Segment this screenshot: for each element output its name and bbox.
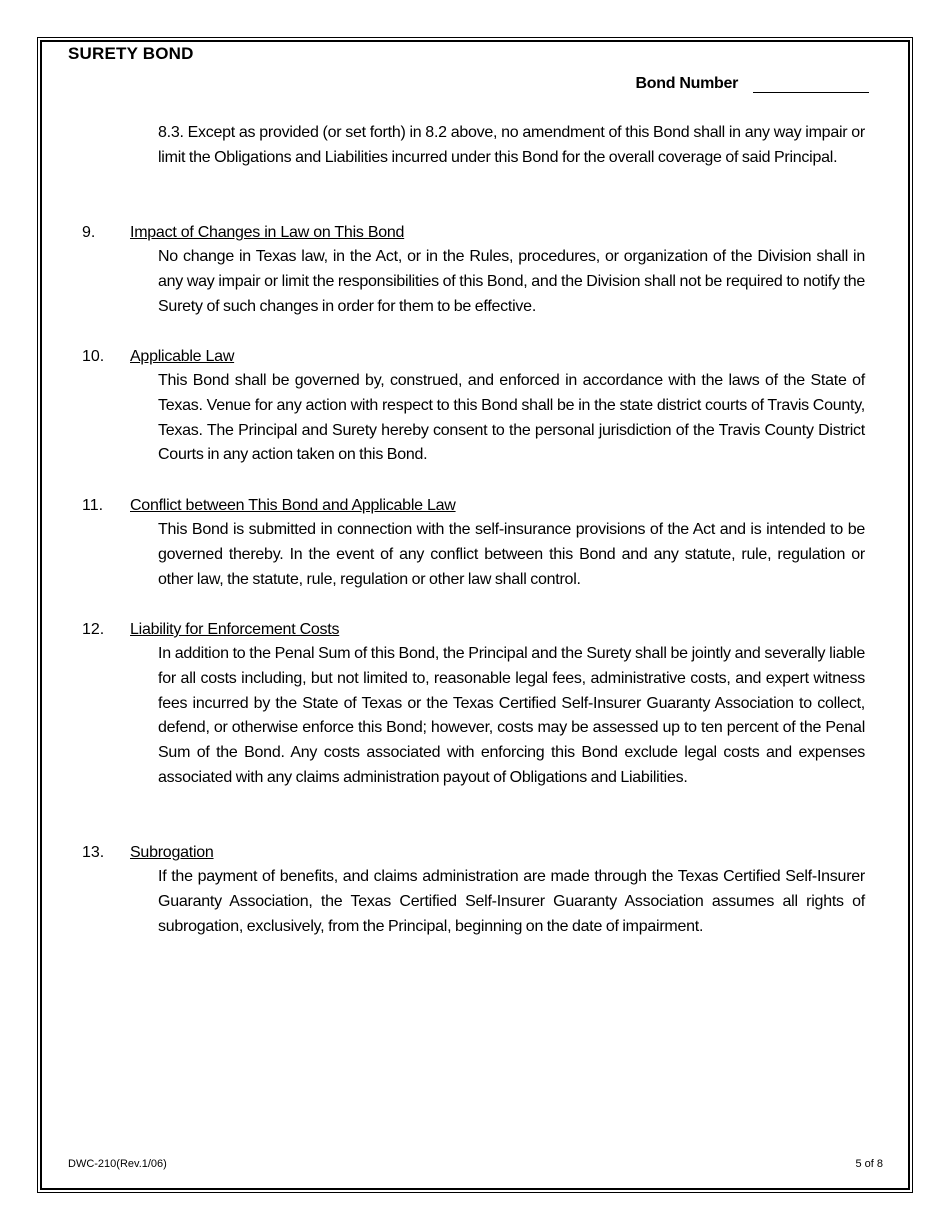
section-11-heading: Conflict between This Bond and Applicable Law xyxy=(130,497,456,514)
section-11-body: This Bond is submitted in connection with the self-insurance provisions of the Act and is intended to be governed thereby. In the event of any conflict between this Bond and any statute, rule, regulation or other law, the statute, rule, regulation or other law shall control. xyxy=(158,521,865,588)
page-border-inner xyxy=(40,40,910,1190)
section-12-body: In addition to the Penal Sum of this Bond, the Principal and the Surety shall be jointly and severally liable for all costs including, but not limited to, reasonable legal fees, administrative costs, and expert witness fees incurred by the State of Texas or the Texas Certified Self-Insurer Guaranty Association to collect, defend, or otherwise enforce this Bond; however, costs may be assessed up to ten percent of the Penal Sum of the Bond. Any costs associated with enforcing this Bond exclude legal costs and expenses associated with any claims administration payout of Obligations and Liabilities. xyxy=(158,645,865,786)
section-10-number: 10. xyxy=(82,348,105,365)
section-13-number: 13. xyxy=(82,844,105,861)
section-9-number: 9. xyxy=(82,224,96,241)
footer-page-number: 5 of 8 xyxy=(855,1158,883,1170)
section-9-heading: Impact of Changes in Law on This Bond xyxy=(130,224,405,241)
section-13-heading: Subrogation xyxy=(130,844,214,861)
footer-form-id: DWC-210(Rev.1/06) xyxy=(68,1158,167,1170)
section-11-number: 11. xyxy=(82,497,104,514)
section-13-body: If the payment of benefits, and claims administration are made through the Texas Certified Self-Insurer Guaranty Association, the Texas Certified Self-Insurer Guaranty Association assumes all rights of subrogation, exclusively, from the Principal, beginning on the date of impairment. xyxy=(158,868,865,935)
section-9-body: No change in Texas law, in the Act, or in the Rules, procedures, or organization of the Division shall in any way impair or limit the responsibilities of this Bond, and the Division shall not be required to notify the Surety of such changes in order for them to be effective. xyxy=(158,248,865,315)
bond-number-field[interactable] xyxy=(753,72,869,93)
section-10-heading: Applicable Law xyxy=(130,348,235,365)
paragraph-8-3: 8.3. Except as provided (or set forth) in 8.2 above, no amendment of this Bond shall in any way impair or limit the Obligations and Liabilities incurred under this Bond for the overall coverage of said Principal. xyxy=(158,124,865,166)
bond-number-label: Bond Number xyxy=(635,75,738,92)
bond-number-block xyxy=(636,72,869,93)
section-12-heading: Liability for Enforcement Costs xyxy=(130,621,340,638)
section-12-number: 12. xyxy=(82,621,105,638)
section-10-body: This Bond shall be governed by, construed, and enforced in accordance with the laws of the State of Texas. Venue for any action with respect to this Bond shall be in the state district courts of Travis County, Texas. The Principal and Surety hereby consent to the personal jurisdiction of the Travis County District Courts in any action taken on this Bond. xyxy=(158,372,865,464)
document-title: SURETY BOND xyxy=(68,44,194,63)
